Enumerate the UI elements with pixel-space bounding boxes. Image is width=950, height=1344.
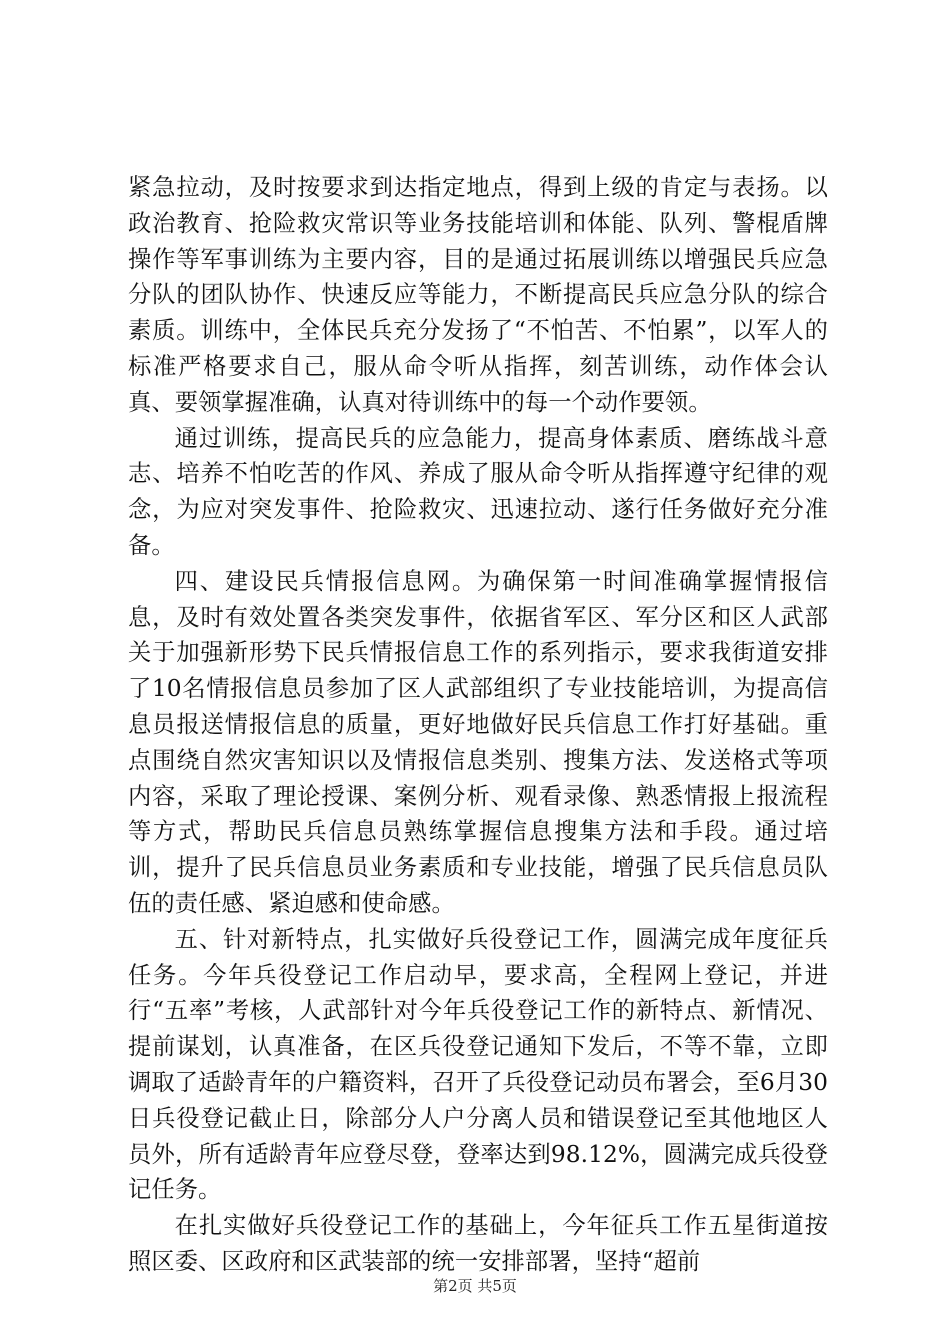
paragraph-conscription: 在扎实做好兵役登记工作的基础上，今年征兵工作五星街道按照区委、区政府和区武装部的统一安排部署，坚持“超前: [128, 1212, 828, 1275]
page-number-footer: 第2页 共5页: [433, 1277, 517, 1295]
paragraph-military-registration: 五、针对新特点，扎实做好兵役登记工作，圆满完成年度征兵任务。今年兵役登记工作启动早，要求高，全程网上登记，并进行“五率”考核，人武部针对今年兵役登记工作的新特点、新情况、提前谋划，认真准备，在区兵役登记通知下发后，不等不靠，立即调取了适龄青年的户籍资料，召开了兵役登记动员布署会，至6月30日兵役登记截止日，除部分人户分离人员和错误登记至其他地区人员外，所有适龄青年应登尽登，登率达到98.12%，圆满完成兵役登记任务。: [128, 925, 828, 1204]
paragraph-intelligence-network: 四、建设民兵情报信息网。为确保第一时间准确掌握情报信息，及时有效处置各类突发事件，依据省军区、军分区和区人武部关于加强新形势下民兵情报信息工作的系列指示，要求我街道安排了10名情报信息员参加了区人武部组织了专业技能培训，为提高信息员报送情报信息的质量，更好地做好民兵信息工作打好基础。重点围绕自然灾害知识以及情报信息类别、搜集方法、发送格式等项内容，采取了理论授课、案例分析、观看录像、熟悉情报上报流程等方式，帮助民兵信息员熟练掌握信息搜集方法和手段。通过培训，提升了民兵信息员业务素质和专业技能，增强了民兵信息员队伍的责任感、紧迫感和使命感。: [128, 567, 828, 917]
document-body: [128, 170, 828, 1280]
paragraph-training-results: 通过训练，提高民兵的应急能力，提高身体素质、磨练战斗意志、培养不怕吃苦的作风、养成了服从命令听从指挥遵守纪律的观念，为应对突发事件、抢险救灾、迅速拉动、遂行任务做好充分准备。: [128, 424, 828, 559]
paragraph-training-summary: 紧急拉动，及时按要求到达指定地点，得到上级的肯定与表扬。以政治教育、抢险救灾常识等业务技能培训和体能、队列、警棍盾牌操作等军事训练为主要内容，目的是通过拓展训练以增强民兵应急分队的团队协作、快速反应等能力，不断提高民兵应急分队的综合素质。训练中，全体民兵充分发扬了“不怕苦、不怕累”，以军人的标准严格要求自己，服从命令听从指挥，刻苦训练，动作体会认真、要领掌握准确，认真对待训练中的每一个动作要领。: [128, 174, 828, 416]
